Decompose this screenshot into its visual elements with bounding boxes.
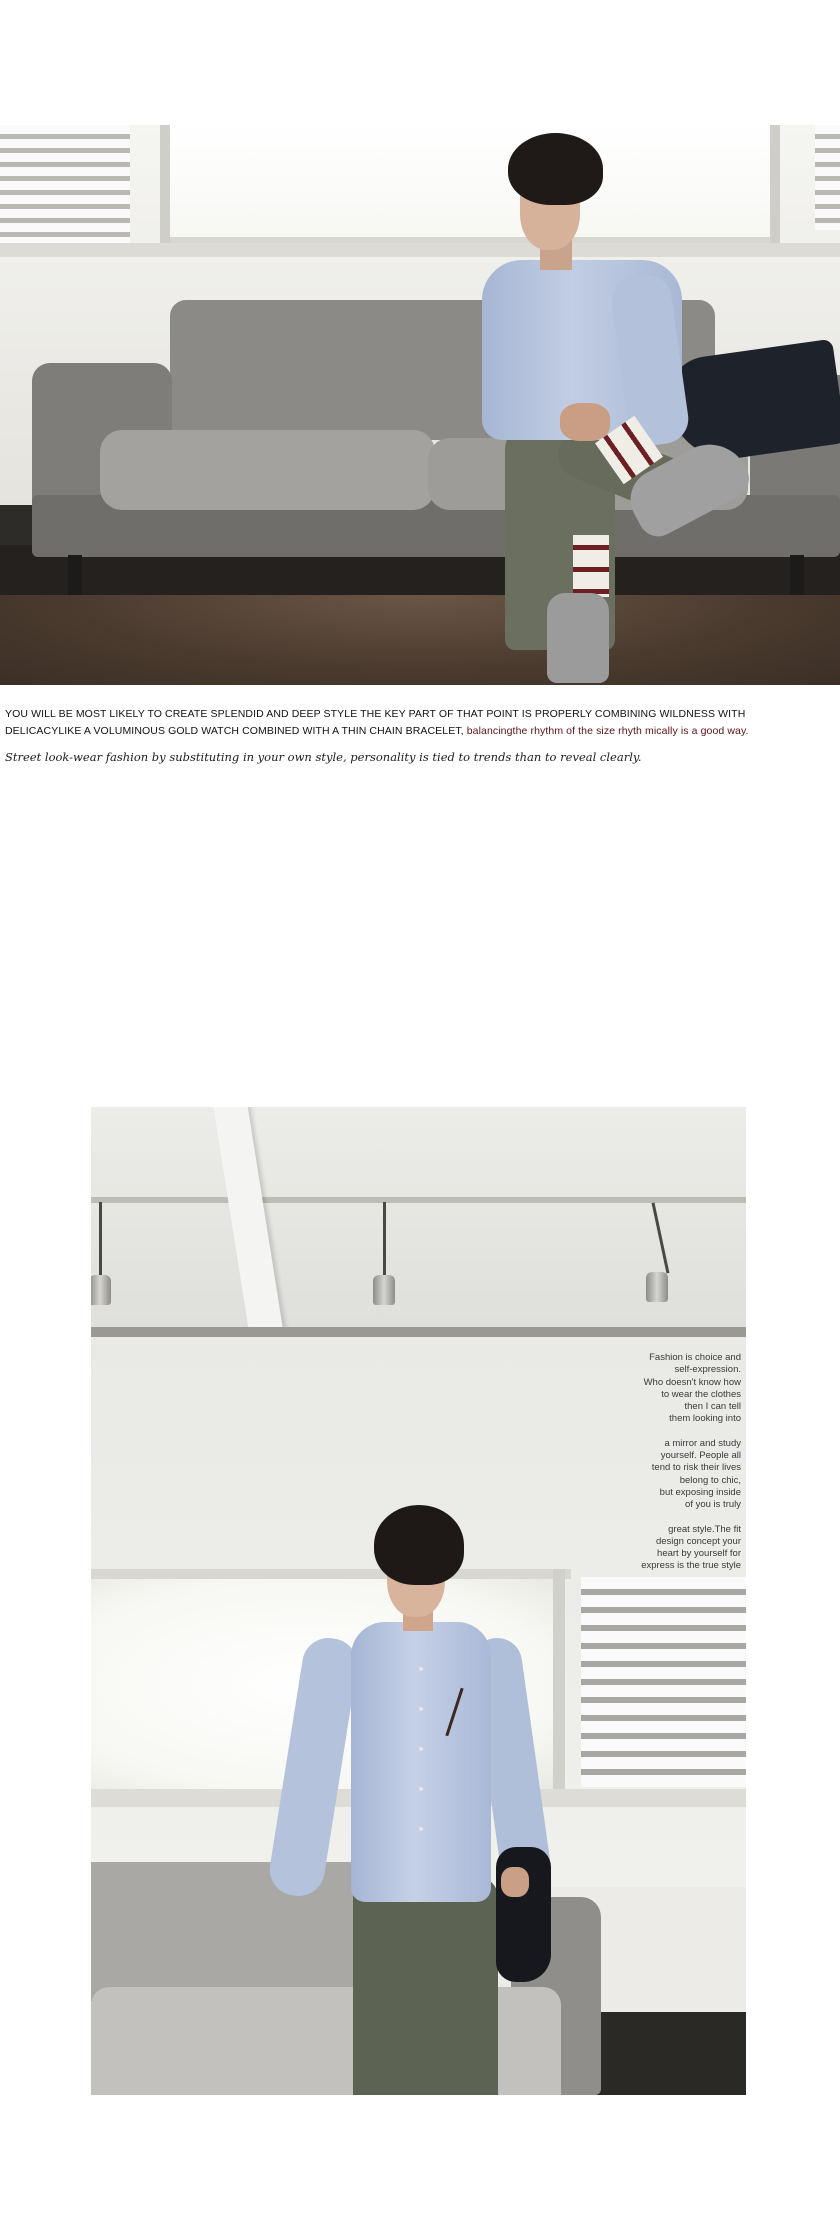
window-frame-left: [160, 125, 170, 243]
model-hair: [508, 133, 603, 205]
caption-accent-text: balancingthe rhythm of the size rhyth mically is a good way.: [463, 725, 749, 737]
caption-line: YOU WILL BE MOST LIKELY TO CREATE SPLENDID AND DEEP STYLE THE KEY PART OF THAT POINT IS PROPERLY COMBINING WILDNESS WITH: [5, 708, 746, 720]
window-blinds-left: [0, 125, 130, 255]
quote-line: design concept your: [655, 1535, 741, 1547]
window-sill: [0, 243, 840, 257]
quote-paragraph: [581, 1438, 741, 1512]
window-blinds: [581, 1577, 746, 1787]
shirt-button: [419, 1707, 423, 1711]
quote-paragraph: [581, 1524, 741, 1573]
quote-line: then I can tell: [684, 1401, 741, 1413]
quote-line: Who doesn't know how: [643, 1376, 741, 1388]
sofa-photo: [0, 125, 840, 685]
sofa-back: [91, 1862, 391, 2002]
quote-line: tend to risk their lives: [651, 1462, 741, 1474]
fashion-quote: [581, 1352, 741, 1585]
quote-paragraph: [581, 1352, 741, 1426]
ceiling-duct: [91, 1327, 746, 1337]
italic-tagline: Street look-wear fashion by substituting in your own style, personality is tied to trends than to reveal clearly.: [5, 750, 642, 764]
track-rail: [91, 1197, 746, 1203]
lamp-stem: [99, 1202, 102, 1277]
model-cargo-pants: [353, 1877, 498, 2095]
model-hand: [501, 1867, 529, 1897]
shirt-button: [419, 1787, 423, 1791]
quote-line: a mirror and study: [664, 1437, 741, 1449]
quote-line: to wear the clothes: [661, 1388, 741, 1400]
quote-line: yourself. People all: [660, 1450, 741, 1462]
quote-line: express is the true style: [641, 1560, 741, 1572]
shirt-button: [419, 1667, 423, 1671]
dark-jacket: [496, 1847, 551, 1982]
quote-line: great style.The fit: [668, 1523, 741, 1535]
shirt-button: [419, 1747, 423, 1751]
caption-line: [5, 723, 835, 740]
model-hair: [374, 1505, 464, 1585]
sneaker: [547, 593, 609, 683]
sofa-leg: [68, 555, 82, 595]
shag-rug: [0, 595, 840, 685]
quote-line: Fashion is choice and: [649, 1352, 741, 1363]
pendant-lamp: [646, 1272, 668, 1302]
ceiling: [91, 1107, 746, 1337]
quote-line: heart by yourself for: [657, 1548, 741, 1560]
model-shirt: [351, 1622, 491, 1902]
quote-line: self-expression.: [674, 1364, 741, 1376]
pendant-lamp: [373, 1275, 395, 1305]
window-blinds-right: [815, 125, 840, 230]
standing-photo: [91, 1107, 746, 2095]
sofa-cushion-left: [100, 430, 435, 510]
shirt-button: [419, 1827, 423, 1831]
window-post: [553, 1569, 565, 1794]
window: [160, 125, 780, 245]
window-frame: [91, 1569, 571, 1579]
pendant-lamp: [91, 1275, 111, 1305]
caption-block: [5, 706, 835, 740]
model-hand: [560, 403, 610, 441]
lamp-stem: [383, 1202, 386, 1277]
window-frame-right: [770, 125, 780, 243]
sofa-leg: [790, 555, 804, 595]
quote-line: belong to chic,: [679, 1474, 741, 1486]
quote-line: of you is truly: [685, 1499, 741, 1511]
striped-sock: [573, 535, 609, 597]
quote-line: them looking into: [669, 1413, 741, 1425]
quote-line: but exposing inside: [659, 1486, 741, 1498]
caption-line-text: DELICACYLIKE A VOLUMINOUS GOLD WATCH COMBINED WITH A THIN CHAIN BRACELET,: [5, 725, 464, 737]
